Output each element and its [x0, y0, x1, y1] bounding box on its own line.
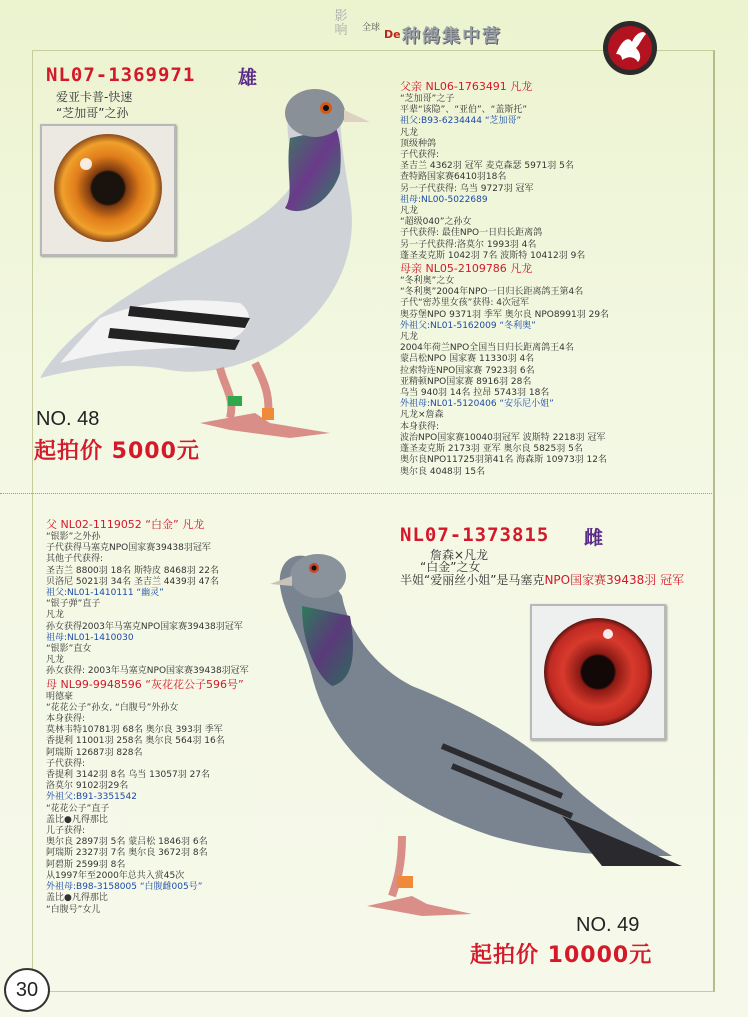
bottom-subtitle-3: 半姐“爱丽丝小姐”是马塞克NPO国家赛39438羽 冠军 [400, 573, 685, 587]
pedigree-line: 圣吉兰 8800羽 18名 斯特皮 8468羽 22名 [46, 565, 220, 576]
pedigree-line: 奥尔良NPO11725羽第41名 海森斯 10973羽 12名 [400, 455, 607, 466]
pedigree-line: “芝加哥”之子 [400, 94, 455, 104]
pedigree-line: 父亲 NL06-1763491 凡龙 [400, 80, 533, 93]
bottom-sex: 雌 [584, 527, 604, 549]
section-divider [0, 493, 712, 494]
pedigree-line: 凡龙 [46, 610, 65, 621]
bottom-subtitle-2: “白金”之女 [420, 560, 481, 574]
pedigree-line: 子代“密苏里女孩”获得: 4次冠军 [400, 298, 529, 309]
pedigree-line: 母亲 NL05-2109786 凡龙 [400, 262, 533, 276]
pedigree-line: “银影”直女 [46, 644, 92, 655]
brand-small-text: 影响 [334, 9, 348, 38]
pedigree-line: 盖比●凡得那比 [46, 814, 108, 825]
bottom-ring-number: NL07-1373815 [400, 524, 550, 546]
pedigree-line: 外祖母:NL01-5120406 “安乐尼小姐” [400, 399, 554, 410]
pedigree-line: 外祖父:NL01-5162009 “冬利奥” [400, 320, 536, 331]
pedigree-line: 凡龙 [46, 655, 65, 666]
pedigree-line: 从1997年至2000年总共入赏45次 [46, 870, 185, 881]
top-starting-price: 起拍价 5000元 [34, 439, 200, 464]
bottom-pedigree [46, 518, 249, 916]
pedigree-line: “花花公子”直子 [46, 803, 110, 814]
pedigree-line: 子代获得: [46, 758, 86, 769]
bottom-starting-price: 起拍价 10000元 [470, 943, 653, 968]
bottom-subtitle-1: 詹森×凡龙 [430, 548, 489, 562]
pedigree-line: 母 NL99-9948596 “灰花花公子596号” [46, 677, 244, 691]
pedigree-line: 凡龙 [400, 206, 419, 217]
pedigree-line: 查特路国家赛6410羽18名 [400, 172, 507, 183]
pedigree-line: 孙女获得2003年马塞克NPO国家赛39438羽冠军 [46, 621, 243, 632]
top-lot-number: NO. 48 [36, 408, 100, 430]
pedigree-line: 祖母:NL01-1410030 [46, 632, 134, 643]
pedigree-line: 另一子代获得:洛莫尔 1993羽 4名 [400, 239, 537, 250]
pedigree-line: 贝洛尼 5021羽 34名 圣吉兰 4439羽 47名 [46, 576, 220, 587]
pedigree-line: 其他子代获得: [46, 554, 104, 565]
brand-global-text: 全球 [362, 23, 381, 33]
pedigree-line: 乌当 940羽 14名 拉昂 5743羽 18名 [400, 388, 550, 399]
pedigree-line: 另一子代获得: 乌当 9727羽 冠军 [400, 183, 534, 194]
pedigree-line: 波治NPO国家赛10040羽冠军 波斯特 2218羽 冠军 [400, 432, 606, 443]
pedigree-line: 顶级种鸽 [400, 138, 437, 149]
pedigree-line: 子代获得: [400, 150, 440, 161]
pedigree-line: 蒙吕松NPO 国家赛 11330羽 4名 [400, 354, 535, 365]
pedigree-line: 本身获得: [46, 714, 86, 725]
pedigree-line: 父 NL02-1119052 “白金” 凡龙 [46, 518, 205, 531]
pedigree-line: “银影”之外孙 [46, 532, 101, 542]
pedigree-line: 外祖父:B91-3351542 [46, 792, 137, 803]
top-ring-number: NL07-1369971 [46, 64, 196, 86]
pedigree-line: 明德豪 [46, 691, 74, 702]
pedigree-line: 外祖母:B98-3158005 “白腹雌005号” [46, 882, 203, 893]
pedigree-line: 凡龙×詹森 [400, 410, 444, 421]
pedigree-line: 凡龙 [400, 332, 419, 343]
pedigree-line: 阿碧斯 2599羽 8名 [46, 859, 126, 870]
pedigree-line: 凡龙 [400, 127, 419, 138]
pedigree-line: 平辈“该隐”、“亚伯”、“盖斯托” [400, 105, 527, 116]
pedigree-line: 蓬圣麦克斯 1042羽 7名 波斯特 10412羽 9名 [400, 250, 586, 261]
pedigree-line: 莫林韦特10781羽 68名 奥尔良 393羽 季军 [46, 725, 223, 736]
pedigree-line: “花花公子”孙女, “白腹号”外孙女 [46, 702, 179, 713]
pedigree-line: 子代获得马塞克NPO国家赛39438羽冠军 [46, 543, 211, 554]
pedigree-line: 孙女获得: 2003年马塞克NPO国家赛39438羽冠军 [46, 666, 249, 677]
brand-de-text: De [384, 28, 401, 41]
pedigree-line: 蓬圣麦克斯 2173羽 亚军 奥尔良 5825羽 5名 [400, 444, 583, 455]
top-subtitle-1: 爱亚卡普-快速 [56, 90, 133, 104]
pedigree-line: 子代获得: 最佳NPO一日归长距离鸽 [400, 228, 543, 239]
pedigree-line: 阿瑞斯 12687羽 828名 [46, 747, 143, 758]
bottom-lot-number: NO. 49 [576, 914, 640, 936]
bottom-pigeon-photo [262, 536, 685, 936]
pedigree-line: “白腹号”女儿 [46, 904, 101, 915]
pedigree-line: 奥尔良 2897羽 5名 蒙吕松 1846羽 6名 [46, 837, 208, 848]
pedigree-line: 阿瑞斯 2327羽 7名 奥尔良 3672羽 8名 [46, 848, 208, 859]
pedigree-line: 香提利 3142羽 8名 乌当 13057羽 27名 [46, 770, 211, 781]
pedigree-line: 亚精顿NPO国家赛 8916羽 28名 [400, 376, 532, 387]
top-pedigree [400, 80, 609, 478]
pedigree-line: 2004年荷兰NPO全国当日归长距离鸽王4名 [400, 343, 574, 354]
pedigree-line: 祖父:B93-6234444 “芝加哥” [400, 116, 522, 127]
pedigree-line: 圣吉兰 4362羽 冠军 麦克森瑟 5971羽 5名 [400, 161, 574, 172]
pedigree-line: “超级040”之孙女 [400, 217, 472, 228]
pedigree-line: 盖比●凡得那比 [46, 893, 108, 904]
pedigree-line: 拉索特连NPO国家赛 7923羽 6名 [400, 365, 535, 376]
pedigree-line: “冬利奥”之女 [400, 276, 455, 287]
pedigree-line: “冬利奥”2004年NPO一日归长距离鸽王第4名 [400, 287, 584, 298]
pedigree-line: 奥尔良 4048羽 15名 [400, 466, 486, 477]
brand-title: 种鸽集中营 [402, 26, 502, 47]
top-subtitle-2: “芝加哥”之孙 [56, 106, 129, 120]
pedigree-line: 祖母:NL00-5022689 [400, 194, 488, 205]
pedigree-line: 奥芬堡NPO 9371羽 季军 奥尔良 NPO8991羽 29名 [400, 309, 610, 320]
page-number: 30 [4, 968, 50, 1012]
pedigree-line: 祖父:NL01-1410111 “幽灵” [46, 588, 164, 599]
pedigree-line: 洛莫尔 9102羽29名 [46, 781, 129, 792]
pedigree-line: 本身获得: [400, 421, 440, 432]
top-pigeon-photo [40, 78, 400, 448]
pedigree-line: 儿子获得: [46, 826, 86, 837]
pigeon-logo-icon [602, 20, 658, 76]
pedigree-line: 香提利 11001羽 258名 奥尔良 564羽 16名 [46, 736, 225, 747]
pedigree-line: “银子弹”直子 [46, 599, 101, 610]
top-sex: 雄 [238, 67, 258, 89]
